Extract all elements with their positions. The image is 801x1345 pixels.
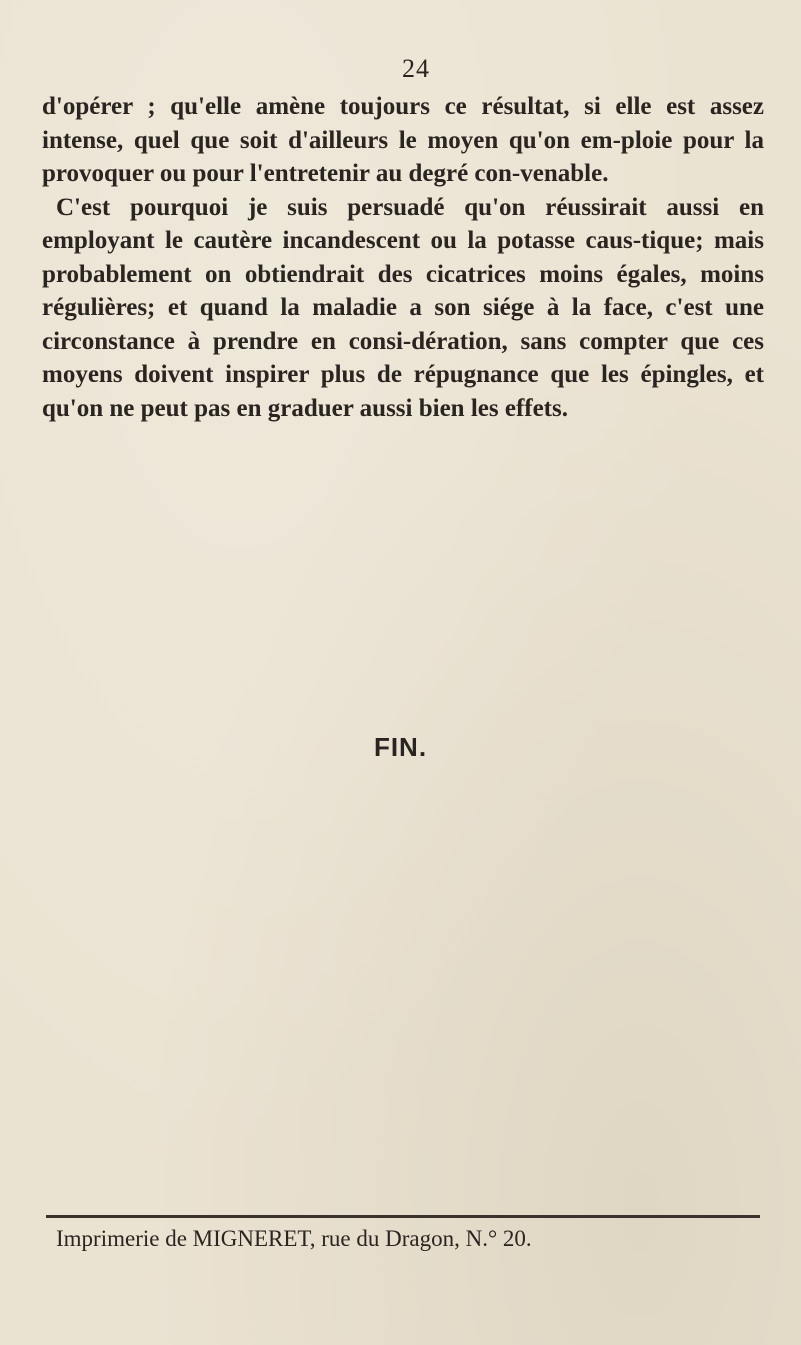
end-marker: FIN. — [373, 732, 428, 762]
paragraph-1: d'opérer ; qu'elle amène toujours ce résultat, si elle est assez intense, quel que soit d'ailleurs le moyen qu'on em-ploie pour la provoquer ou pour l'entretenir au degré con-venable. — [42, 93, 764, 187]
page-number: 24 — [402, 54, 430, 83]
body-text — [42, 90, 764, 425]
printer-imprint: Imprimerie de MIGNERET, rue du Dragon, N.° 20. — [56, 1226, 532, 1251]
footer-rule — [46, 1215, 760, 1218]
paragraph-2: C'est pourquoi je suis persuadé qu'on réussirait aussi en employant le cautère incandescent ou la potasse caus-tique; mais probablement on obtiendrait des cicatrices moins égales, moins régulières; et quand la maladie a son siége à la face, c'est une circonstance à prendre en consi-dération, sans compter que ces moyens doivent inspirer plus de répugnance que les épingles, et qu'on ne peut pas en graduer aussi bien les effets. — [42, 193, 764, 422]
